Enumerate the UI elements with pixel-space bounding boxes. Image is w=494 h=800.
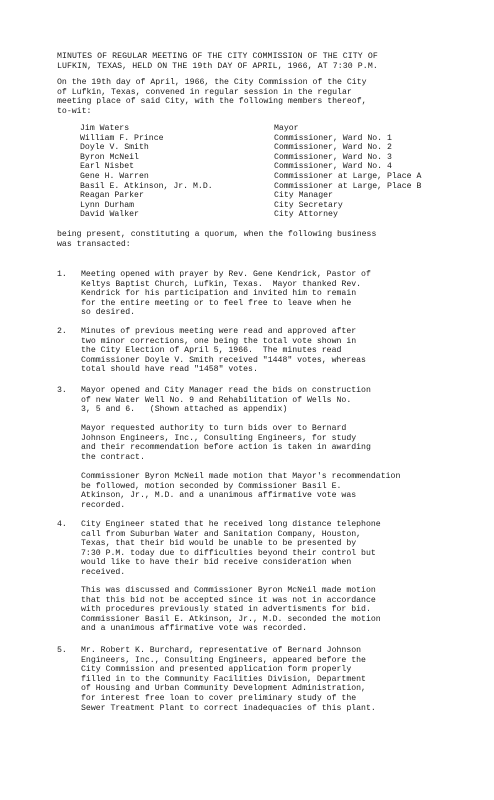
member-name: Earl Nisbet [80,162,135,172]
item-3-paragraph-2: Commissioner Byron McNeil made motion that Mayor's recommendation be followed, motion seconded by Commissioner Basil E. Atkinson, Jr., M.D. and a unanimous affirmative vote was recorded. [81,472,401,510]
document-title: MINUTES OF REGULAR MEETING OF THE CITY COMMISSION OF THE CITY OF LUFKIN, TEXAS, HELD ON THE 19th DAY OF APRIL, 1966, AT 7:30 P.M. [57,52,378,71]
item-4-paragraph-1: This was discussed and Commissioner Byron McNeil made motion that this bid not be accepted since it was not in accordance with procedures previously stated in advertisments for bid. Commissioner Basil E. Atkinson, Jr., M.D. seconded the motion and a unanimous affirmative vote was recorded. [81,586,381,634]
item-text: City Engineer stated that he received long distance telephone call from Suburban Water and Sanitation Company, Houston, Texas, that their bid would be unable to be presented by 7:30 P.M. today due to difficulties beyond their control but would like to have their bid receive consideration when received. [81,520,381,577]
item-text: Mr. Robert K. Burchard, representative of Bernard Johnson Engineers, Inc., Consulting Engineers, appeared before the City Commission and presented application form properly filled in to the Community Facilities Division, Department of Housing and Urban Community Development Administration, for interest free loan to cover preliminary study of the Sewer Treatment Plant to correct inadequacies of this plant. [81,646,376,713]
member-title: Commissioner at Large, Place B [274,181,422,191]
item-number: 4. [57,520,67,529]
member-row [80,134,480,144]
member-name: Reagan Parker [80,191,144,201]
member-name: David Walker [80,210,139,220]
member-row [80,153,480,163]
member-name: Doyle V. Smith [80,143,149,153]
member-row [80,182,480,192]
member-title: City Manager [274,191,333,201]
item-number: 1. [57,270,67,279]
item-number: 5. [57,646,67,655]
member-name: Lynn Durham [80,200,135,210]
member-row [80,172,480,182]
item-3-paragraph-1: Mayor requested authority to turn bids over to Bernard Johnson Engineers, Inc., Consulting Engineers, for study and their recommendation before action is taken in awarding the contract. [81,424,371,462]
member-title: Commissioner, Ward No. 2 [274,143,392,153]
member-row [80,143,480,153]
member-title: Commissioner, Ward No. 4 [274,162,392,172]
member-name: Byron McNeil [80,152,139,162]
member-name: Basil E. Atkinson, Jr. M.D. [80,181,213,191]
member-row [80,162,480,172]
member-name: William F. Prince [80,133,164,143]
member-row [80,201,480,211]
member-title: Commissioner, Ward No. 3 [274,152,392,162]
member-title: City Attorney [274,210,338,220]
member-row [80,124,480,134]
item-number: 2. [57,327,67,336]
item-number: 3. [57,386,67,395]
quorum-paragraph: being present, constituting a quorum, when the following business was transacted: [57,230,377,249]
members-list [80,124,480,220]
intro-paragraph: On the 19th day of April, 1966, the City Commission of the City of Lufkin, Texas, convened in regular session in the regular meeting place of said City, with the following members thereof, to-wit: [57,78,367,116]
member-row [80,191,480,201]
member-row [80,210,480,220]
member-name: Gene H. Warren [80,171,149,181]
member-title: City Secretary [274,200,343,210]
item-text: Meeting opened with prayer by Rev. Gene Kendrick, Pastor of Keltys Baptist Church, Lufkin, Texas. Mayor thanked Rev. Kendrick for his participation and invited him to remain for the entire meeting or to feel free to leave when he so desired. [81,270,371,318]
member-title: Commissioner at Large, Place A [274,171,422,181]
item-text: Minutes of previous meeting were read and approved after two minor corrections, one being the total vote shown in the City Election of April 5, 1966. The minutes read Commissioner Doyle V. Smith received "1448" votes, whereas total should have read "1458" votes. [81,327,366,375]
item-text: Mayor opened and City Manager read the bids on construction of new Water Well No. 9 and Rehabilitation of Wells No. 3, 5 and 6. (Shown attached as appendix) [81,386,371,415]
member-title: Commissioner, Ward No. 1 [274,133,392,143]
member-title: Mayor [274,124,299,133]
member-name: Jim Waters [80,124,130,133]
